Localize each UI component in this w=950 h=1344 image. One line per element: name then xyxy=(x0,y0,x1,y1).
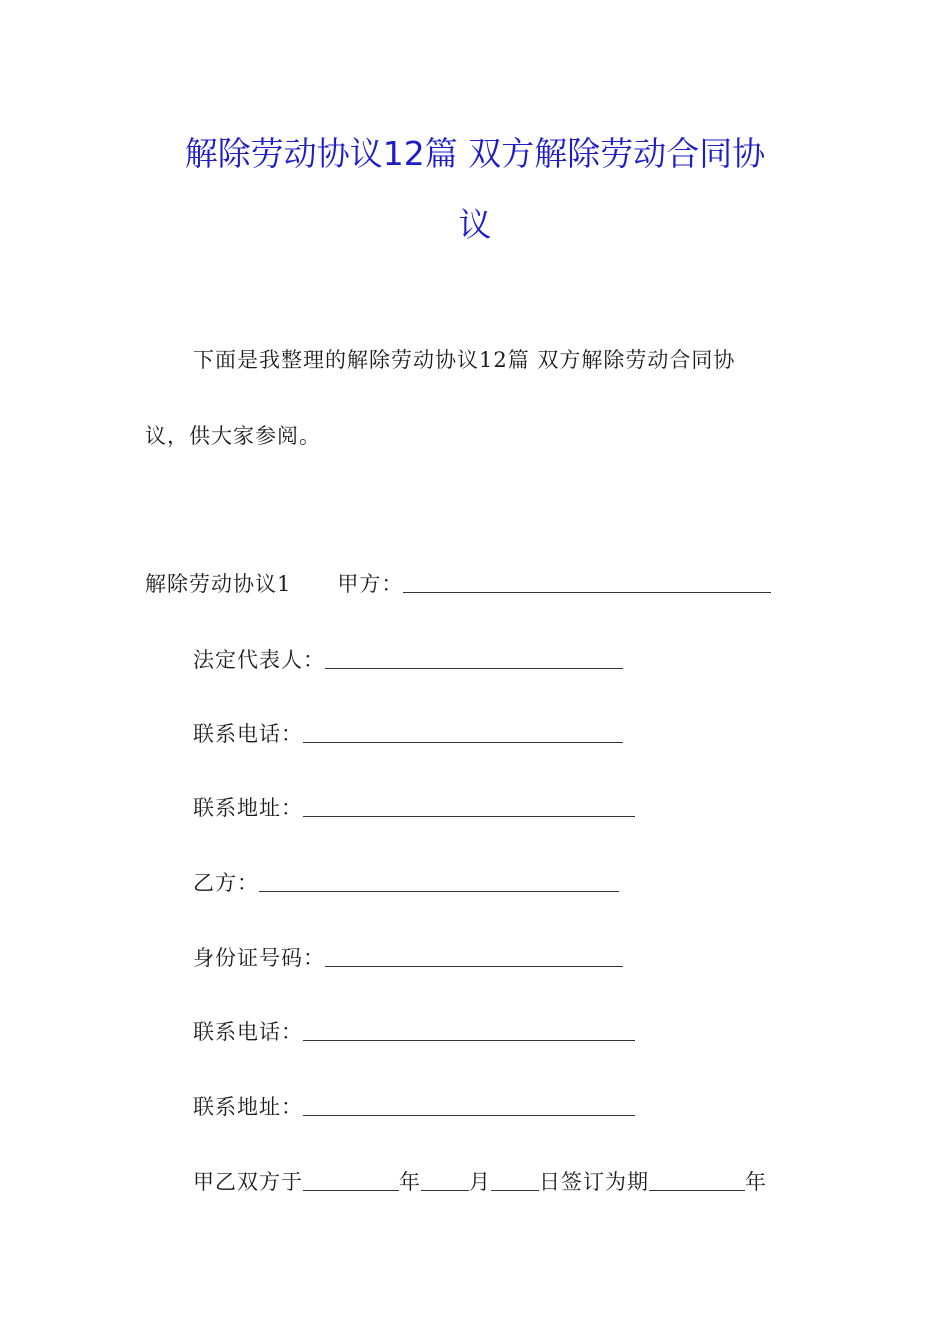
year-end-label: 年 xyxy=(745,1170,767,1194)
year-label: 年 xyxy=(399,1170,421,1194)
id-number-row xyxy=(193,948,623,969)
party-b-label: 乙方： xyxy=(193,871,259,895)
party-b-phone-row xyxy=(193,1022,635,1043)
legal-rep-blank xyxy=(325,667,623,669)
month-blank xyxy=(421,1189,469,1191)
year-blank xyxy=(303,1189,399,1191)
party-b-address-label: 联系地址： xyxy=(193,1095,303,1119)
party-a-label: 甲方： xyxy=(337,572,404,596)
intro-paragraph-line-2: 议，供大家参阅。 xyxy=(145,424,321,448)
party-a-blank xyxy=(403,591,771,593)
party-b-address-row xyxy=(193,1097,635,1118)
day-blank xyxy=(491,1189,539,1191)
party-b-row xyxy=(193,873,619,894)
term-years-blank xyxy=(649,1189,745,1191)
section-heading-row xyxy=(145,574,771,595)
party-a-address-row xyxy=(193,798,635,819)
page-title-line-1: 解除劳动协议12篇 双方解除劳动合同协 xyxy=(184,134,766,173)
day-sign-label: 日签订为期 xyxy=(539,1170,649,1194)
section-heading: 解除劳动协议1 xyxy=(145,572,292,596)
party-b-phone-label: 联系电话： xyxy=(193,1020,303,1044)
party-b-address-blank xyxy=(303,1114,635,1116)
month-label: 月 xyxy=(469,1170,491,1194)
legal-rep-row xyxy=(193,650,623,671)
party-a-address-blank xyxy=(303,815,635,817)
contract-date-row xyxy=(193,1172,767,1193)
intro-paragraph-line-1: 下面是我整理的解除劳动协议12篇 双方解除劳动合同协 xyxy=(193,348,736,372)
id-number-label: 身份证号码： xyxy=(193,946,325,970)
party-b-blank xyxy=(259,890,619,892)
party-a-phone-label: 联系电话： xyxy=(193,722,303,746)
party-b-phone-blank xyxy=(303,1039,635,1041)
legal-rep-label: 法定代表人： xyxy=(193,648,325,672)
party-a-address-label: 联系地址： xyxy=(193,796,303,820)
id-number-blank xyxy=(325,965,623,967)
party-a-phone-row xyxy=(193,724,623,745)
party-a-phone-blank xyxy=(303,741,623,743)
page-title-line-2: 议 xyxy=(458,205,492,244)
contract-prefix: 甲乙双方于 xyxy=(193,1170,303,1194)
